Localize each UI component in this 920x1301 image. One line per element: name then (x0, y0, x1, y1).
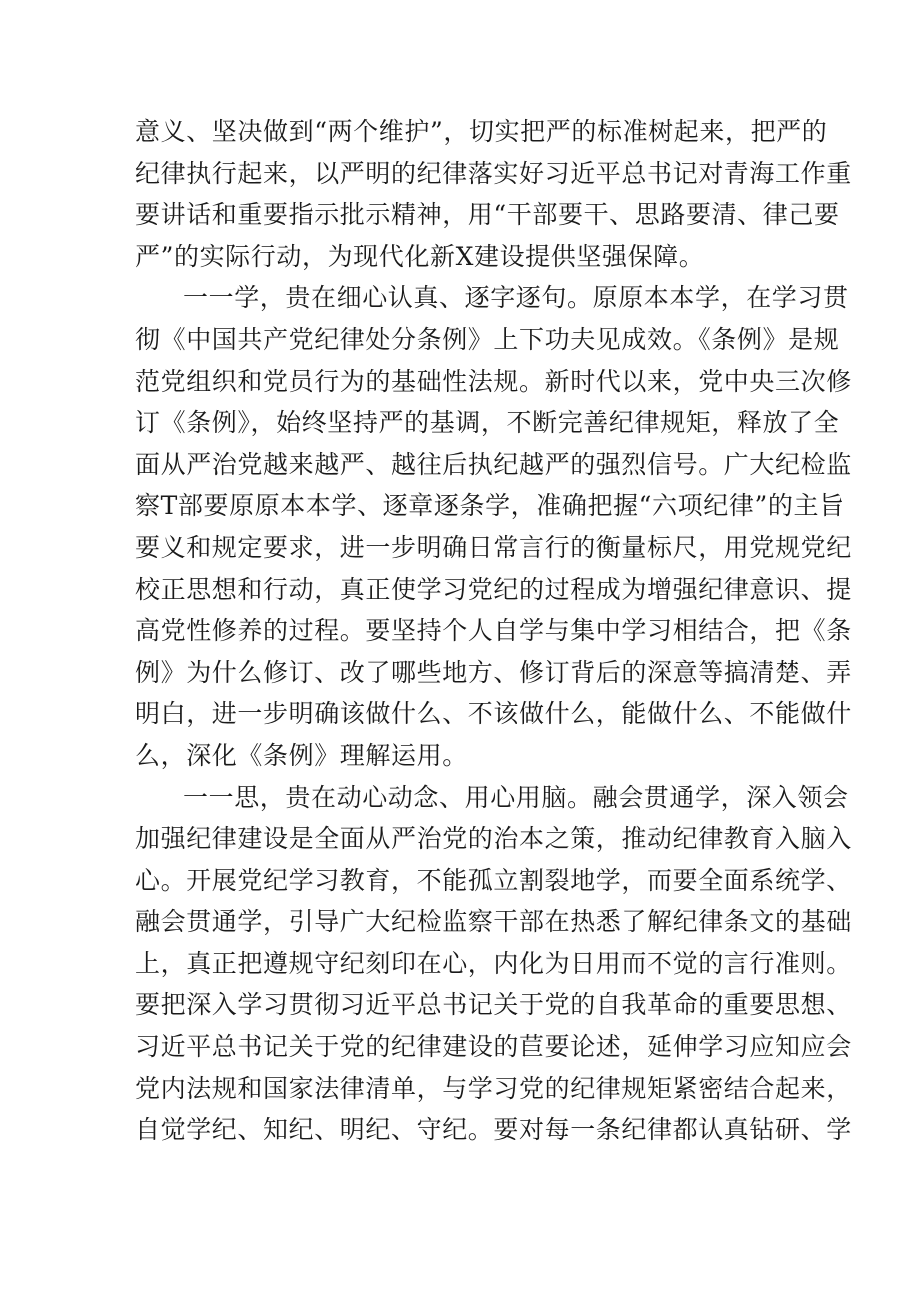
body-text (135, 111, 852, 1151)
paragraph-start-line: 一一学，贵在细心认真、逐字逐句。原原本本学，在学习贯 (183, 283, 849, 313)
text-line: 自觉学纪、知纪、明纪、守纪。要对每一条纪律都认真钻研、学 (135, 1115, 852, 1145)
text-line: 高党性修养的过程。要坚持个人自学与集中学习相结合，把《条 (135, 616, 852, 646)
text-line: 融会贯通学，引导广大纪检监察干部在热悉了解纪律条文的基础 (135, 907, 852, 937)
text-line: 面从严治党越来越严、越往后执纪越严的强烈信号。广大纪检监 (135, 449, 852, 479)
text-line: 加强纪律建设是全面从严治党的治本之策，推动纪律教育入脑入 (135, 824, 852, 854)
text-line: 要讲话和重要指示批示精神，用“干部要干、思路要清、律己要 (135, 200, 840, 230)
text-line: 明白，进一步明确该做什么、不该做什么，能做什么、不能做什 (135, 699, 852, 729)
text-line: 么，深化《条例》理解运用。 (135, 740, 468, 770)
text-line: 要把深入学习贯彻习近平总书记关于党的自我革命的重要思想、 (135, 990, 852, 1020)
text-line: 要义和规定要求，进一步明确日常言行的衡量标尺，用党规党纪 (135, 532, 852, 562)
text-line: 习近平总书记关于党的纪律建设的苣要论述，延伸学习应知应会 (135, 1032, 852, 1062)
text-line: 订《条例》，始终坚持严的基调，不断完善纪律规矩，释放了全 (135, 408, 840, 438)
text-line: 察T部要原原本本学、逐章逐条学，准确把握“六项纪律”的主旨 (135, 491, 845, 521)
text-line: 严”的实际行动，为现代化新X建设提供坚强保障。 (135, 241, 705, 271)
text-line: 校正思想和行动，真正使学习党纪的过程成为增强纪律意识、提 (135, 574, 852, 604)
text-line: 彻《中国共产党纪律处分条例》上下功夫见成效。《条例》是规 (135, 324, 840, 354)
text-line: 意义、坚决做到“两个维护”，切实把严的标准树起来，把严的 (135, 117, 828, 146)
text-line: 上，真正把遵规守纪刻印在心，内化为日用而不觉的言行准则。 (135, 948, 852, 978)
text-line: 党内法规和国家法律清单，与学习党的纪律规矩紧密结合起来， (135, 1073, 852, 1103)
text-line: 纪律执行起来，以严明的纪律落实好习近平总书记对青海工作重 (135, 158, 852, 188)
text-line: 心。开展党纪学习教育，不能孤立割裂地学，而要全面系统学、 (135, 865, 852, 895)
text-line: 范党组织和党员行为的基础性法规。新时代以来，党中央三次修 (135, 366, 852, 396)
paragraph-start-line: 一一思，贵在动心动念、用心用脑。融会贯通学，深入领会 (183, 782, 849, 812)
text-line: 例》为什么修订、改了哪些地方、修订背后的深意等搞清楚、弄 (135, 657, 852, 687)
